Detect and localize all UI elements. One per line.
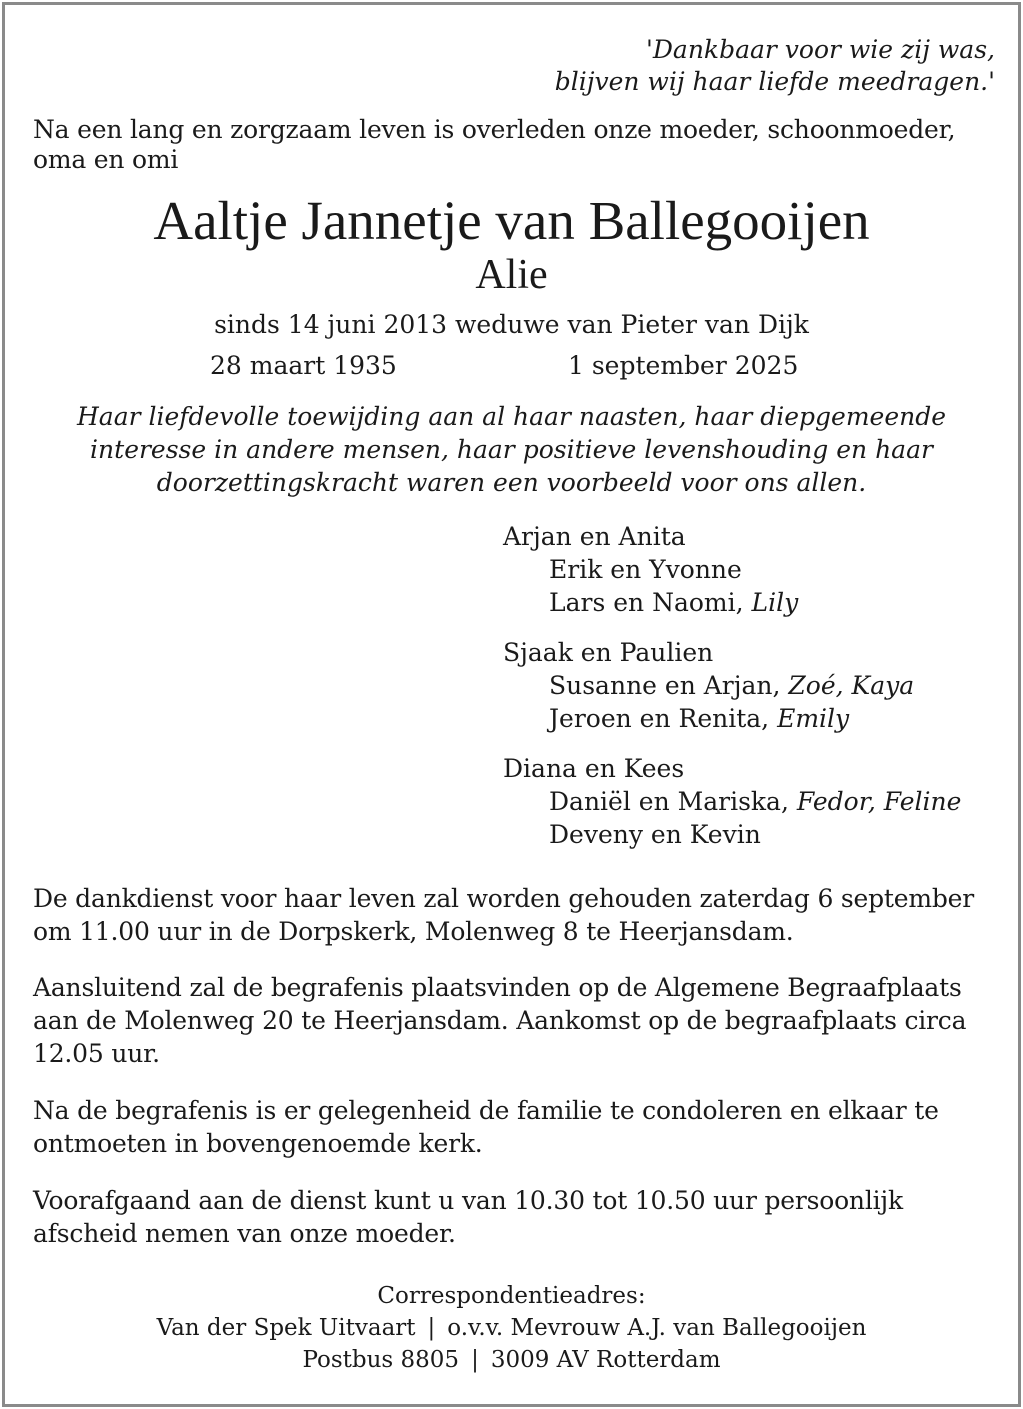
death-date: 1 september 2025 bbox=[568, 351, 799, 380]
tribute-line: doorzettingskracht waren een voorbeeld voor ons allen. bbox=[156, 468, 867, 497]
separator: | bbox=[471, 1347, 479, 1373]
family-group bbox=[503, 752, 961, 851]
child-names: Daniël en Mariska, bbox=[549, 787, 797, 816]
family-child bbox=[503, 586, 961, 619]
grandchildren-names: Lily bbox=[751, 588, 799, 617]
deceased-name: Aaltje Jannetje van Ballegooijen bbox=[153, 190, 870, 251]
correspondence-line bbox=[0, 1312, 1023, 1344]
family-child bbox=[503, 669, 961, 702]
child-names: Jeroen en Renita, bbox=[549, 704, 778, 733]
family-head: Arjan en Anita bbox=[503, 522, 686, 551]
family-head: Sjaak en Paulien bbox=[503, 638, 714, 667]
postal-city: 3009 AV Rotterdam bbox=[490, 1347, 721, 1373]
family-child bbox=[503, 818, 961, 851]
correspondence-label: Correspondentieadres: bbox=[377, 1283, 646, 1309]
tribute-line: Haar liefdevolle toewijding aan al haar naasten, haar diepgemeende bbox=[76, 402, 947, 431]
motto-line: blijven wij haar liefde meedragen.' bbox=[554, 67, 995, 96]
family-list bbox=[503, 520, 961, 868]
child-names: Lars en Naomi, bbox=[549, 588, 752, 617]
motto-quote bbox=[555, 34, 995, 98]
correspondence-address bbox=[0, 1280, 1023, 1376]
tribute-text bbox=[0, 400, 1023, 499]
deceased-nickname: Alie bbox=[475, 252, 548, 298]
family-child bbox=[503, 702, 961, 735]
family-child bbox=[503, 553, 961, 586]
child-names: Erik en Yvonne bbox=[549, 555, 742, 584]
correspondence-line bbox=[0, 1344, 1023, 1376]
child-names: Deveny en Kevin bbox=[549, 820, 761, 849]
funeral-home: Van der Spek Uitvaart bbox=[156, 1315, 416, 1341]
service-paragraph: De dankdienst voor haar leven zal worden gehouden zaterdag 6 september om 11.00 uur in de Dorpskerk, Molenweg 8 te Heerjansdam. bbox=[33, 884, 975, 946]
postbox: Postbus 8805 bbox=[302, 1347, 460, 1373]
grandchildren-names: Emily bbox=[777, 704, 850, 733]
grandchildren-names: Fedor, Feline bbox=[796, 787, 962, 816]
family-head: Diana en Kees bbox=[503, 754, 685, 783]
birth-date: 28 maart 1935 bbox=[210, 351, 397, 380]
child-names: Susanne en Arjan, bbox=[549, 671, 789, 700]
widow-line: sinds 14 juni 2013 weduwe van Pieter van Dijk bbox=[214, 310, 809, 339]
condolence-paragraph: Na de begrafenis is er gelegenheid de familie te condoleren en elkaar te ontmoeten in bovengenoemde kerk. bbox=[33, 1096, 939, 1158]
family-group bbox=[503, 520, 961, 619]
grandchildren-names: Zoé, Kaya bbox=[788, 671, 915, 700]
tribute-line: interesse in andere mensen, haar positieve levenshouding en haar bbox=[90, 435, 933, 464]
farewell-paragraph: Voorafgaand aan de dienst kunt u van 10.30 tot 10.50 uur persoonlijk afscheid nemen van onze moeder. bbox=[33, 1186, 903, 1248]
intro-text: Na een lang en zorgzaam leven is overleden onze moeder, schoonmoeder, oma en omi bbox=[33, 115, 956, 174]
attention-line: o.v.v. Mevrouw A.J. van Ballegooijen bbox=[447, 1315, 867, 1341]
family-group bbox=[503, 636, 961, 735]
burial-paragraph: Aansluitend zal de begrafenis plaatsvinden op de Algemene Begraafplaats aan de Molenweg 20 te Heerjansdam. Aankomst op de begraafplaats circa 12.05 uur. bbox=[33, 973, 967, 1068]
family-child bbox=[503, 785, 961, 818]
motto-line: 'Dankbaar voor wie zij was, bbox=[646, 35, 995, 64]
separator: | bbox=[427, 1315, 436, 1341]
